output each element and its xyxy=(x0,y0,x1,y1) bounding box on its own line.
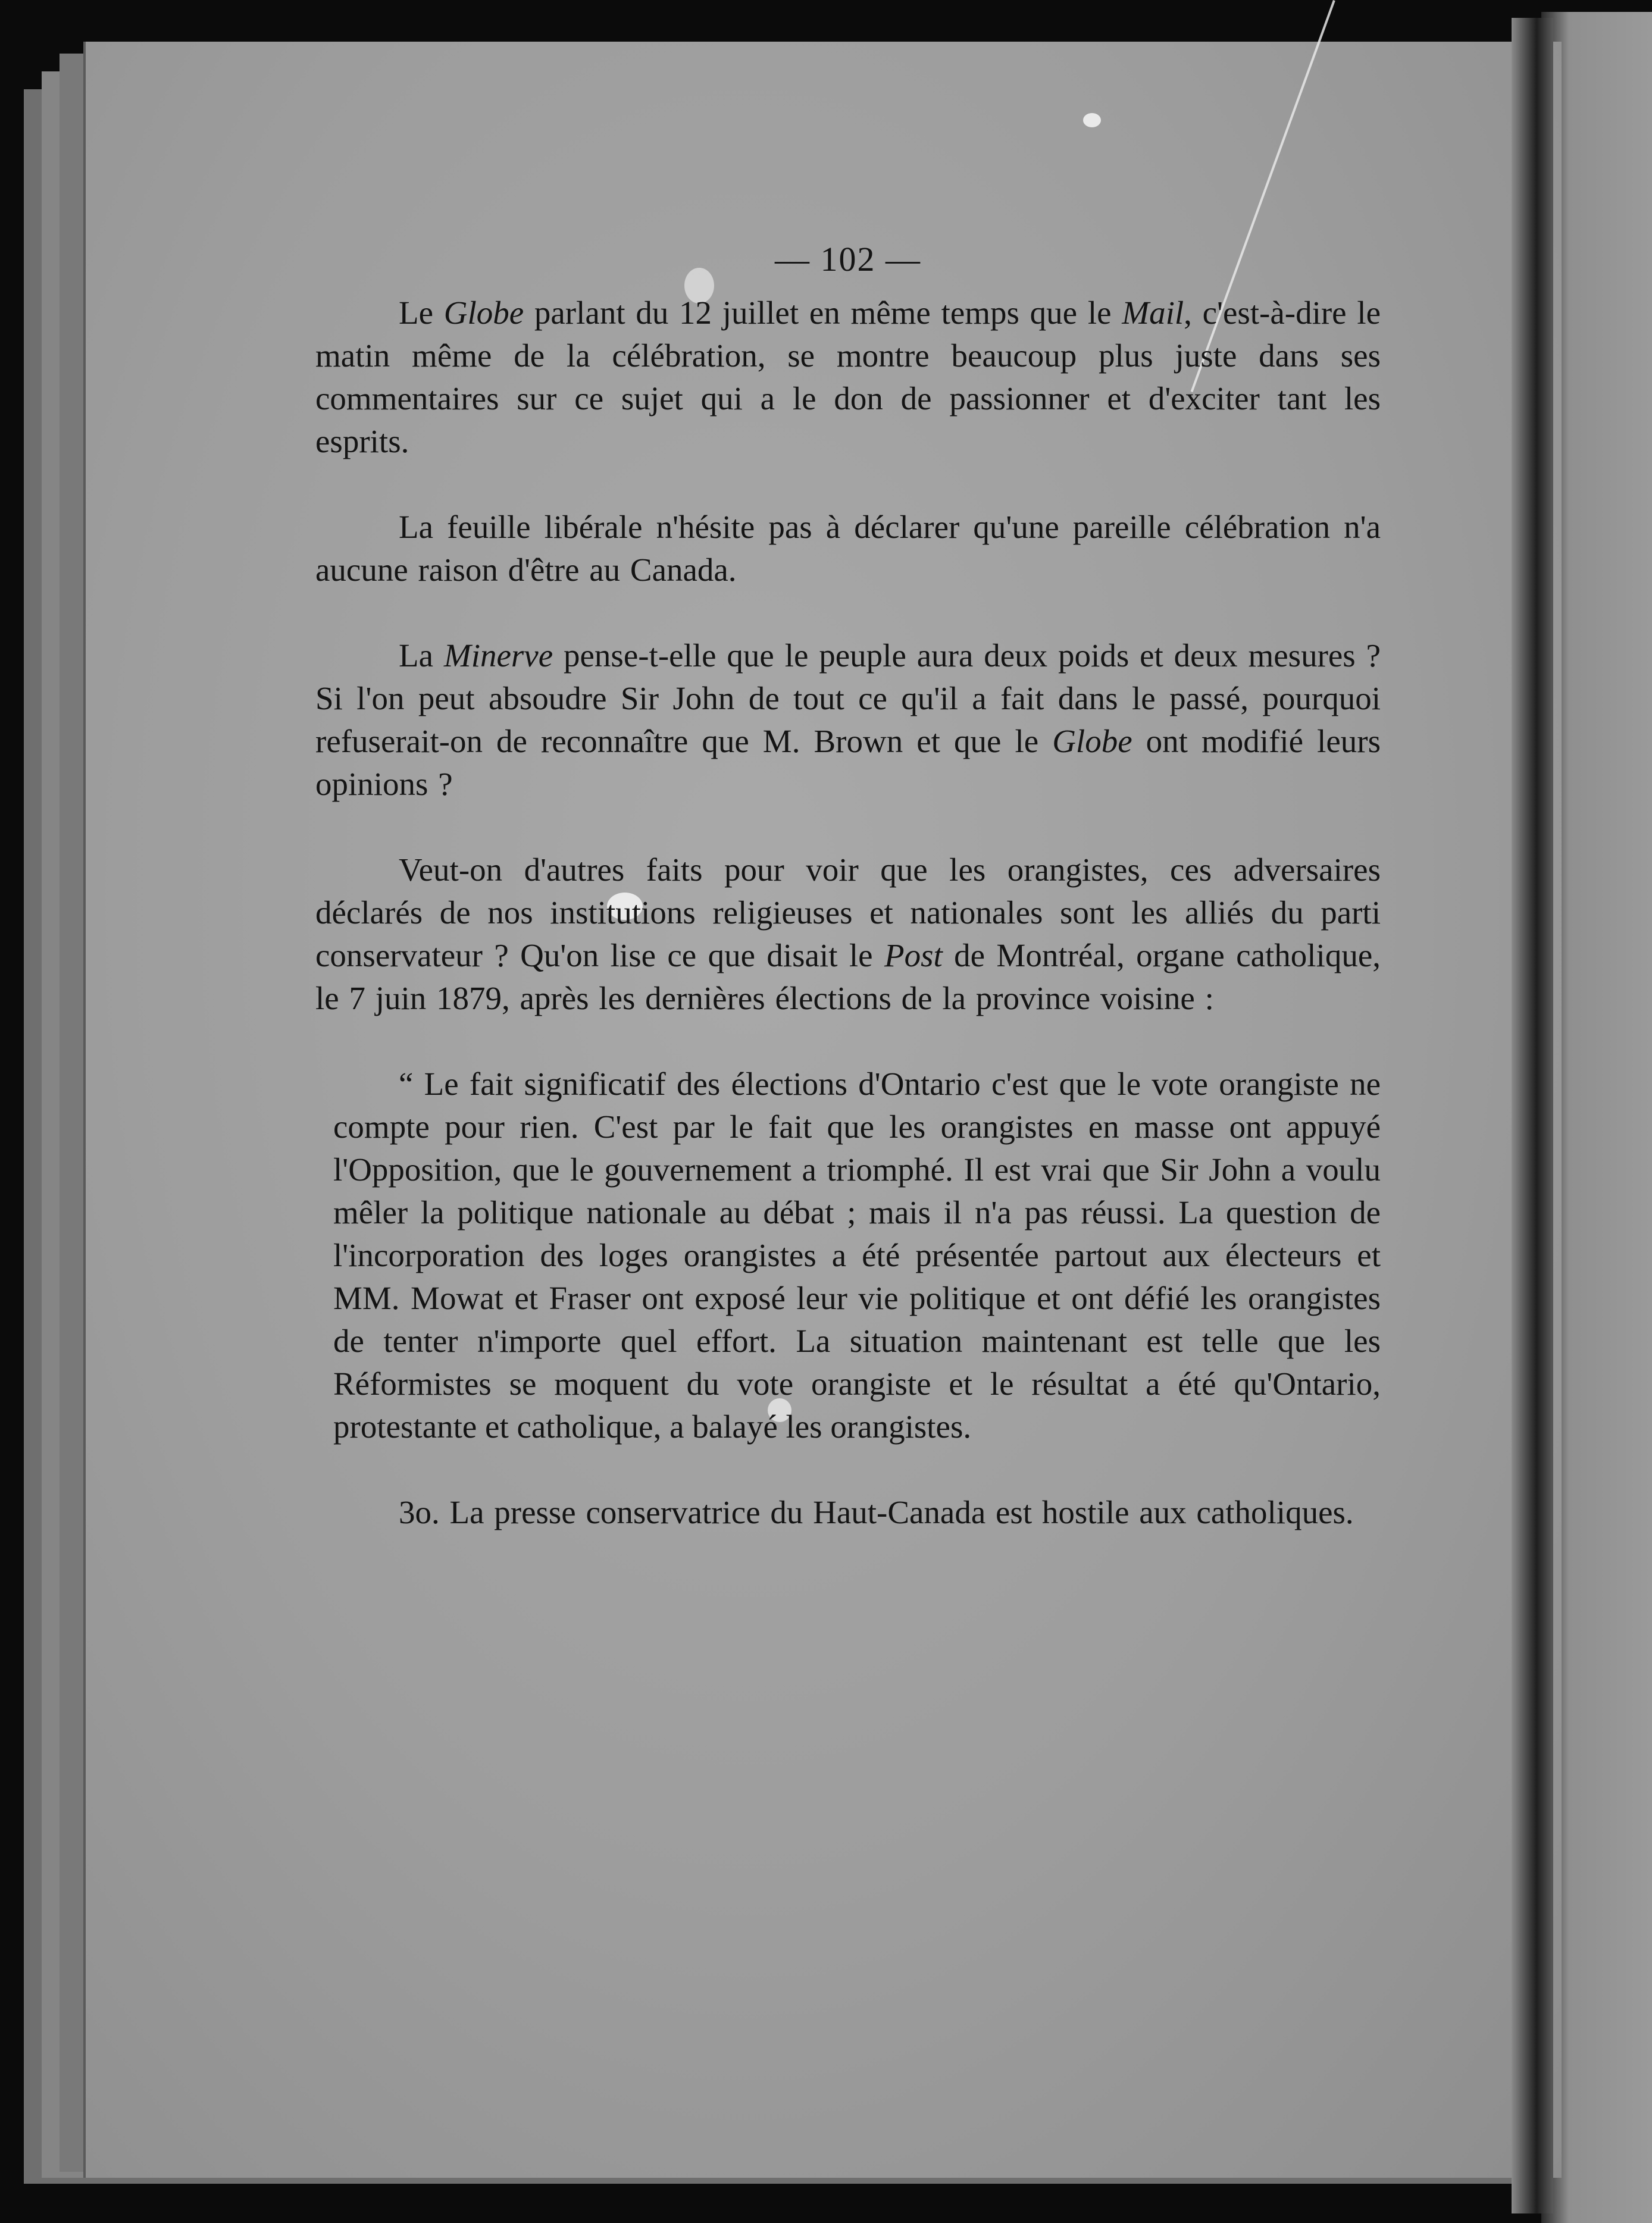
quoted-paragraph xyxy=(333,1063,1381,1448)
text-segment: de Montréal, organe catholique, le 7 juin 1879, après les dernières élections de la province voisine : xyxy=(315,937,1381,1016)
text-segment: pense-t-elle que le peuple aura deux poids et deux mesures ? Si l'on peut absoudre Sir John de tout ce qu'il a fait dans le passé, pourquoi refuserait-on de reconnaître que M. Brown et que le xyxy=(315,637,1381,759)
text-segment: parlant du 12 juillet en même temps que le xyxy=(524,295,1122,331)
text-segment: “ Le fait significatif des élections d'Ontario c'est que le vote orangiste ne compte pour rien. C'est par le fait que les orangistes en masse ont appuyé l'Opposition, que le gouvernement a triomphé. Il est vrai que Sir John a voulu mêler la politique nationale au débat ; mais il n'a pas réussi. La question de l'incorporation des loges orangistes a été présentée partout aux électeurs et MM. Mowat et Fraser ont exposé leur vie politique et ont défié les orangistes de tenter n'importe quel effort. La situation maintenant est telle que les Réformistes se moquent du vote orangiste et le résultat a été qu'Ontario, protestante et catholique, a balayé les orangistes. xyxy=(333,1066,1381,1445)
text-segment: 3o. La presse conservatrice du Haut-Canada est hostile aux catholiques. xyxy=(399,1494,1354,1530)
text-segment: ont modifié leurs opinions ? xyxy=(315,723,1381,802)
paragraph xyxy=(315,634,1381,806)
italic-title: Mail xyxy=(1122,295,1184,331)
text-segment: La xyxy=(399,637,444,674)
film-speck xyxy=(1083,113,1101,127)
page-number: — 102 — xyxy=(775,240,921,278)
paragraph xyxy=(315,292,1381,463)
page-text xyxy=(315,238,1381,1534)
italic-title: Globe xyxy=(1052,723,1132,759)
paragraph xyxy=(315,506,1381,591)
paragraph-list xyxy=(315,292,1381,1534)
book-gutter xyxy=(1512,18,1553,2213)
text-segment: Veut-on d'autres faits pour voir que les orangistes, ces adversaires déclarés de nos institutions religieuses et nationales sont les alliés du parti conservateur ? Qu'on lise ce que disait le xyxy=(315,851,1381,973)
text-segment: La feuille libérale n'hésite pas à déclarer qu'une pareille célébration n'a aucune raison d'être au Canada. xyxy=(315,509,1381,588)
text-segment: Le xyxy=(399,295,444,331)
paragraph xyxy=(315,1491,1381,1534)
italic-title: Globe xyxy=(443,295,524,331)
italic-title: Minerve xyxy=(443,637,553,674)
italic-title: Post xyxy=(884,937,943,973)
paragraph xyxy=(315,849,1381,1020)
text-segment: , c'est-à-dire le matin même de la célébration, se montre beaucoup plus juste dans ses commentaires sur ce sujet qui a le don de passionner et d'exciter tant les esprits. xyxy=(315,295,1381,459)
